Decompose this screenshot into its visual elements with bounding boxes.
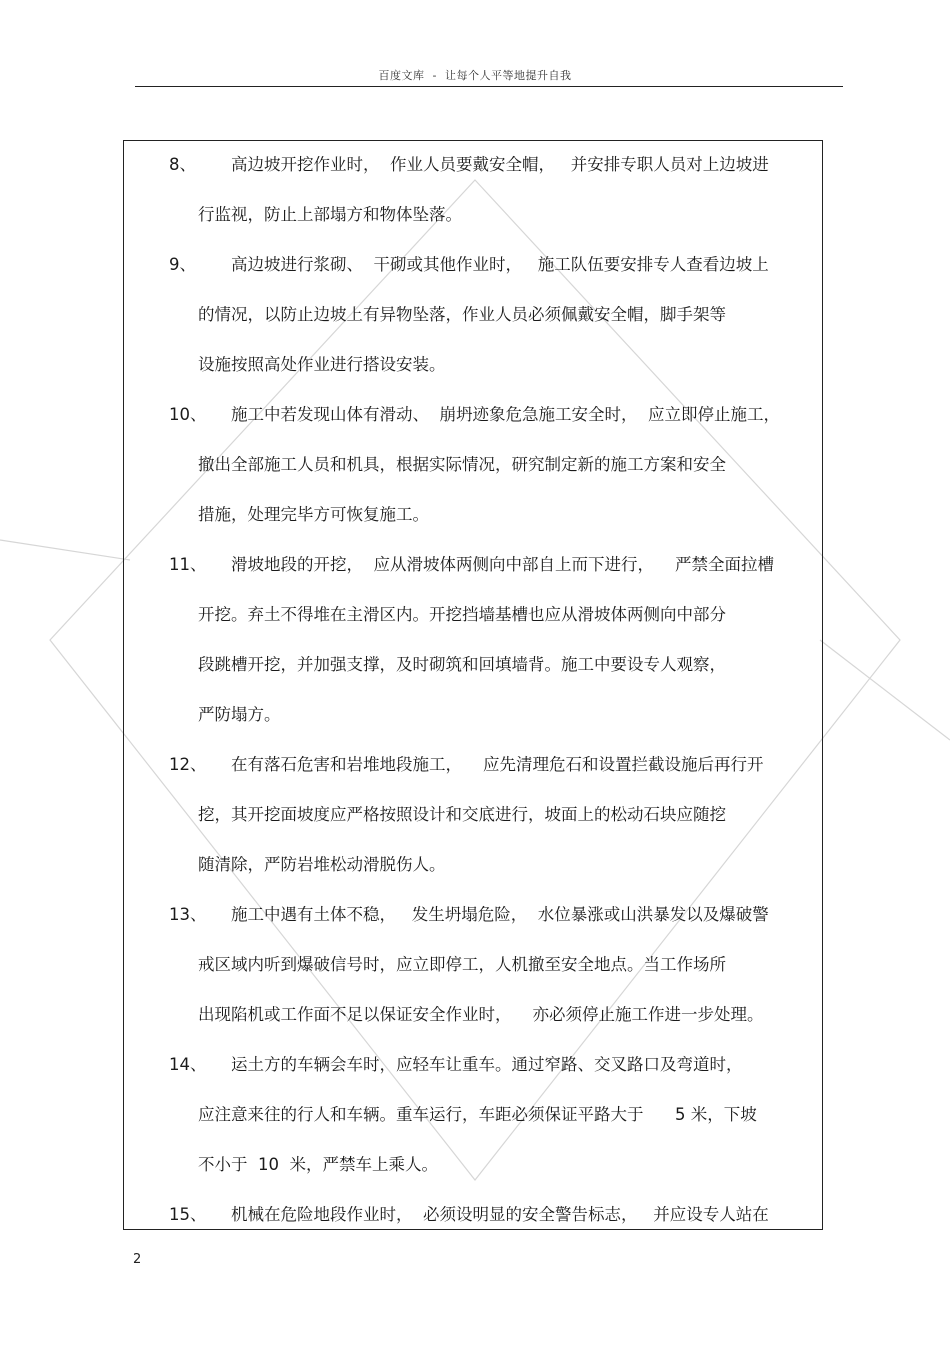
item-line: 随清除，严防岩堆松动滑脱伤人。 (198, 855, 446, 874)
item-number: 14、 (169, 1055, 207, 1074)
item-line: 的情况，以防止边坡上有异物坠落，作业人员必须佩戴安全帽，脚手架等 (198, 305, 726, 324)
item-number: 9、 (169, 255, 196, 274)
header-divider (135, 86, 843, 87)
item-line: 撤出全部施工人员和机具，根据实际情况，研究制定新的施工方案和安全 (198, 455, 726, 474)
item-number: 12、 (169, 755, 207, 774)
item-line: 行监视，防止上部塌方和物体坠落。 (198, 205, 462, 224)
item-number: 15、 (169, 1205, 207, 1224)
item-line: 设施按照高处作业进行搭设安装。 (198, 355, 446, 374)
item-line: 高边坡进行浆砌、 干砌或其他作业时， 施工队伍要安排专人查看边坡上 (231, 255, 769, 274)
item-line: 戒区域内听到爆破信号时，应立即停工，人机撤至安全地点。当工作场所 (198, 955, 726, 974)
item-line: 开挖。弃土不得堆在主滑区内。开挖挡墙基槽也应从滑坡体两侧向中部分 (198, 605, 726, 624)
item-line: 严防塌方。 (198, 705, 281, 724)
item-number: 8、 (169, 155, 196, 174)
page-number: 2 (133, 1252, 142, 1267)
item-line: 段跳槽开挖，并加强支撑，及时砌筑和回填墙背。施工中要设专人观察， (198, 655, 726, 674)
item-line: 挖，其开挖面坡度应严格按照设计和交底进行，坡面上的松动石块应随挖 (198, 805, 726, 824)
item-line: 施工中若发现山体有滑动、 崩坍迹象危急施工安全时， 应立即停止施工， (231, 405, 780, 424)
item-number: 13、 (169, 905, 207, 924)
item-number: 10、 (169, 405, 207, 424)
item-line: 应注意来往的行人和车辆。重车运行，车距必须保证平路大于 5 米，下坡 (198, 1105, 757, 1124)
item-line: 措施，处理完毕方可恢复施工。 (198, 505, 429, 524)
item-line: 出现陷机或工作面不足以保证安全作业时， 亦必须停止施工作进一步处理。 (198, 1005, 764, 1024)
item-line: 滑坡地段的开挖， 应从滑坡体两侧向中部自上而下进行， 严禁全面拉槽 (231, 555, 774, 574)
item-line: 运土方的车辆会车时，应轻车让重车。通过窄路、交叉路口及弯道时， (231, 1055, 743, 1074)
item-line: 在有落石危害和岩堆地段施工， 应先清理危石和设置拦截设施后再行开 (231, 755, 764, 774)
document-header: 百度文库 - 让每个人平等地提升自我 (378, 69, 572, 82)
content-box (123, 140, 823, 1230)
item-line: 机械在危险地段作业时， 必须设明显的安全警告标志， 并应设专人站在 (231, 1205, 769, 1224)
item-line: 高边坡开挖作业时， 作业人员要戴安全帽， 并安排专职人员对上边坡进 (231, 155, 769, 174)
item-line: 不小于 10 米，严禁车上乘人。 (198, 1155, 438, 1174)
item-number: 11、 (169, 555, 207, 574)
item-line: 施工中遇有土体不稳， 发生坍塌危险， 水位暴涨或山洪暴发以及爆破警 (231, 905, 769, 924)
